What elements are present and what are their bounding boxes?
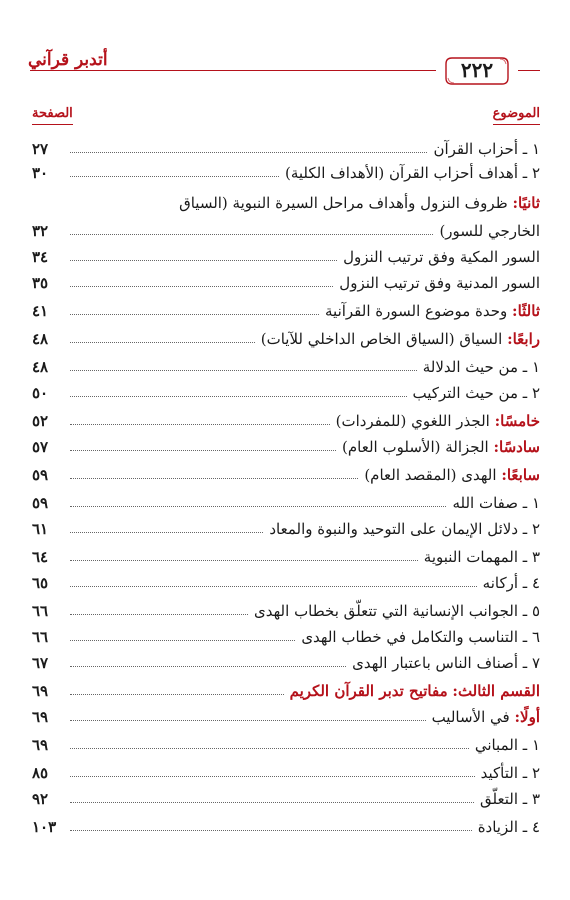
toc-entry-title bbox=[290, 682, 540, 700]
toc-leader-dots bbox=[70, 748, 469, 749]
toc-entry-title bbox=[423, 358, 540, 376]
toc-entry-title bbox=[452, 494, 540, 512]
toc-entry-title bbox=[179, 194, 540, 212]
column-heading-underline bbox=[32, 124, 73, 125]
toc-entry bbox=[32, 194, 540, 212]
toc-entry-page: ٦٥ bbox=[32, 574, 49, 592]
toc-entry-title bbox=[475, 736, 540, 754]
toc-entry bbox=[32, 164, 540, 182]
toc-leader-dots bbox=[70, 314, 319, 315]
toc-leader-dots bbox=[70, 424, 330, 425]
toc-entry bbox=[32, 818, 540, 836]
column-heading-page-label: الصفحة bbox=[32, 106, 73, 121]
toc-entry-label: سادسًا: bbox=[493, 438, 540, 456]
toc-entry-text: ٤ ـ أركانه bbox=[482, 574, 540, 592]
toc-entry-title bbox=[432, 708, 540, 726]
toc-entry-page: ٥٠ bbox=[32, 384, 49, 402]
toc-leader-dots bbox=[70, 506, 446, 507]
toc-entry-text: ١ ـ أحزاب القرآن bbox=[433, 140, 540, 158]
toc-leader-dots bbox=[70, 152, 427, 153]
toc-entry-text: ٧ ـ أصناف الناس باعتبار الهدى bbox=[352, 654, 540, 672]
toc-entry-title bbox=[339, 274, 540, 292]
toc-entry-text: وحدة موضوع السورة القرآنية bbox=[325, 302, 508, 320]
toc-entry bbox=[32, 466, 540, 484]
toc-entry-page: ٥٢ bbox=[32, 412, 49, 430]
toc-entry-title bbox=[413, 384, 540, 402]
toc-leader-dots bbox=[70, 830, 472, 831]
toc-entry-page: ٦٩ bbox=[32, 708, 49, 726]
toc-entry-label: ثانيًا: bbox=[512, 194, 540, 212]
toc-leader-dots bbox=[70, 370, 417, 371]
toc-entry-text: مفاتيح تدبر القرآن الكريم bbox=[289, 682, 448, 700]
toc-entry bbox=[32, 222, 540, 240]
toc-entry-page: ٤١ bbox=[32, 302, 49, 320]
toc-entry bbox=[32, 358, 540, 376]
toc-entry bbox=[32, 708, 540, 726]
toc-entry bbox=[32, 494, 540, 512]
toc-entry-page: ٦٤ bbox=[32, 548, 49, 566]
toc-leader-dots bbox=[70, 640, 295, 641]
toc-entry bbox=[32, 548, 540, 566]
toc-entry-title bbox=[285, 164, 540, 182]
page-number-ornament bbox=[444, 56, 510, 86]
toc-entry bbox=[32, 764, 540, 782]
toc-entry-text: ٢ ـ أهداف أحزاب القرآن (الأهداف الكلية) bbox=[284, 164, 540, 182]
toc-entry-text: ٢ ـ دلائل الإيمان على التوحيد والنبوة والمعاد bbox=[269, 520, 540, 538]
toc-entry-text: السور المكية وفق ترتيب النزول bbox=[343, 248, 540, 266]
toc-entry-text: السياق (السياق الخاص الداخلي للآيات) bbox=[260, 330, 503, 348]
toc-entry bbox=[32, 248, 540, 266]
toc-entry bbox=[32, 602, 540, 620]
toc-entry-text: الخارجي للسور) bbox=[439, 222, 540, 240]
toc-entry-text: ١ ـ المباني bbox=[474, 736, 540, 754]
toc-leader-dots bbox=[70, 342, 255, 343]
toc-entry-page: ٣٢ bbox=[32, 222, 49, 240]
toc-entry-page: ٥٧ bbox=[32, 438, 49, 456]
toc-leader-dots bbox=[70, 234, 433, 235]
toc-entry-text: ٣ ـ المهمات النبوية bbox=[423, 548, 540, 566]
toc-entry-page: ٤٨ bbox=[32, 358, 49, 376]
toc-leader-dots bbox=[70, 560, 418, 561]
toc-entry-title bbox=[342, 438, 540, 456]
toc-entry-text: ٣ ـ التعلّق bbox=[480, 790, 540, 808]
toc-entry-text: ١ ـ صفات الله bbox=[452, 494, 540, 512]
toc-entry bbox=[32, 140, 540, 158]
toc-entry-text: في الأساليب bbox=[431, 708, 510, 726]
toc-entry-title bbox=[336, 412, 540, 430]
toc-entry-label: أولًا: bbox=[514, 708, 540, 726]
toc-entry-title bbox=[424, 548, 540, 566]
toc-entry-page: ٨٥ bbox=[32, 764, 49, 782]
toc-entry-page: ٦٦ bbox=[32, 628, 49, 646]
toc-leader-dots bbox=[70, 176, 279, 177]
toc-entry-title bbox=[481, 764, 540, 782]
toc-entry-text: ٢ ـ التأكيد bbox=[480, 764, 540, 782]
toc-entry-title bbox=[269, 520, 540, 538]
toc-entry-page: ٣٥ bbox=[32, 274, 49, 292]
toc-entry-page: ٥٩ bbox=[32, 494, 49, 512]
toc-entry-title bbox=[301, 628, 540, 646]
toc-entry-text: السور المدنية وفق ترتيب النزول bbox=[339, 274, 540, 292]
header-rule-right bbox=[518, 70, 540, 71]
toc-entry-title bbox=[439, 222, 540, 240]
toc-entry-text: الهدى (المقصد العام) bbox=[364, 466, 497, 484]
toc-leader-dots bbox=[70, 478, 358, 479]
column-heading-topic bbox=[493, 106, 540, 125]
toc-entry-label: سابعًا: bbox=[501, 466, 540, 484]
toc-entry-label: القسم الثالث: bbox=[452, 682, 540, 700]
toc-entry-text: ٦ ـ التناسب والتكامل في خطاب الهدى bbox=[301, 628, 540, 646]
column-heading-page bbox=[32, 106, 73, 125]
toc-entry-title bbox=[325, 302, 540, 320]
toc-entry-text: ٢ ـ من حيث التركيب bbox=[412, 384, 540, 402]
toc-entry bbox=[32, 384, 540, 402]
toc-entry bbox=[32, 790, 540, 808]
page-header bbox=[22, 36, 548, 86]
toc-leader-dots bbox=[70, 666, 346, 667]
toc-entry-title bbox=[433, 140, 540, 158]
toc-entry-text: الجذر اللغوي (للمفردات) bbox=[335, 412, 490, 430]
page-number: ٢٢٢ bbox=[460, 58, 494, 82]
toc-entry bbox=[32, 682, 540, 700]
toc-leader-dots bbox=[70, 260, 337, 261]
toc-entry-page: ٦٩ bbox=[32, 682, 49, 700]
toc-entry bbox=[32, 412, 540, 430]
toc-entry-page: ٦٧ bbox=[32, 654, 49, 672]
column-heading-underline bbox=[493, 124, 540, 125]
toc-entry bbox=[32, 438, 540, 456]
toc-entry-page: ٩٢ bbox=[32, 790, 49, 808]
toc-entry-page: ٢٧ bbox=[32, 140, 49, 158]
toc-entry-title bbox=[478, 818, 540, 836]
toc-entry-title bbox=[483, 574, 540, 592]
toc-entry-label: رابعًا: bbox=[507, 330, 540, 348]
toc-leader-dots bbox=[70, 776, 475, 777]
toc-leader-dots bbox=[70, 450, 336, 451]
column-heading-topic-label: الموضوع bbox=[492, 106, 540, 121]
toc-entry-text: الجزالة (الأسلوب العام) bbox=[342, 438, 489, 456]
toc-leader-dots bbox=[70, 802, 474, 803]
toc-entry-page: ٣٤ bbox=[32, 248, 49, 266]
toc-leader-dots bbox=[70, 286, 333, 287]
toc-entry bbox=[32, 654, 540, 672]
toc-entry bbox=[32, 628, 540, 646]
toc-entry-page: ١٠٣ bbox=[32, 818, 57, 836]
toc-entry bbox=[32, 736, 540, 754]
toc-entry-text: ١ ـ من حيث الدلالة bbox=[422, 358, 540, 376]
toc-entry bbox=[32, 302, 540, 320]
toc-leader-dots bbox=[70, 614, 248, 615]
toc-entry bbox=[32, 274, 540, 292]
toc-entry bbox=[32, 520, 540, 538]
toc-entry-page: ٦٦ bbox=[32, 602, 49, 620]
toc-entry-label: ثالثًا: bbox=[512, 302, 540, 320]
toc-entry-text: ٤ ـ الزيادة bbox=[477, 818, 540, 836]
toc-leader-dots bbox=[70, 720, 426, 721]
toc-leader-dots bbox=[70, 694, 284, 695]
toc-entry-text: ٥ ـ الجوانب الإنسانية التي تتعلّق بخطاب الهدى bbox=[254, 602, 540, 620]
toc-entry-page: ٤٨ bbox=[32, 330, 49, 348]
book-title: أتدبر قرآني bbox=[28, 50, 108, 70]
toc-entry-text: ظروف النزول وأهداف مراحل السيرة النبوية (السياق bbox=[179, 194, 508, 212]
header-rule-left bbox=[30, 70, 436, 71]
toc-entry-page: ٥٩ bbox=[32, 466, 49, 484]
toc-entry-title bbox=[352, 654, 540, 672]
toc-leader-dots bbox=[70, 532, 263, 533]
toc-entry-title bbox=[343, 248, 540, 266]
toc-entry bbox=[32, 574, 540, 592]
toc-entry-label: خامسًا: bbox=[494, 412, 540, 430]
toc-entry-page: ٦١ bbox=[32, 520, 49, 538]
toc-entry-title bbox=[261, 330, 540, 348]
toc-leader-dots bbox=[70, 396, 407, 397]
toc-entry-title bbox=[480, 790, 540, 808]
toc-entry-title bbox=[254, 602, 540, 620]
toc-leader-dots bbox=[70, 586, 477, 587]
toc-entry-title bbox=[364, 466, 540, 484]
toc-entry-page: ٣٠ bbox=[32, 164, 49, 182]
toc-entry bbox=[32, 330, 540, 348]
toc-entry-page: ٦٩ bbox=[32, 736, 49, 754]
